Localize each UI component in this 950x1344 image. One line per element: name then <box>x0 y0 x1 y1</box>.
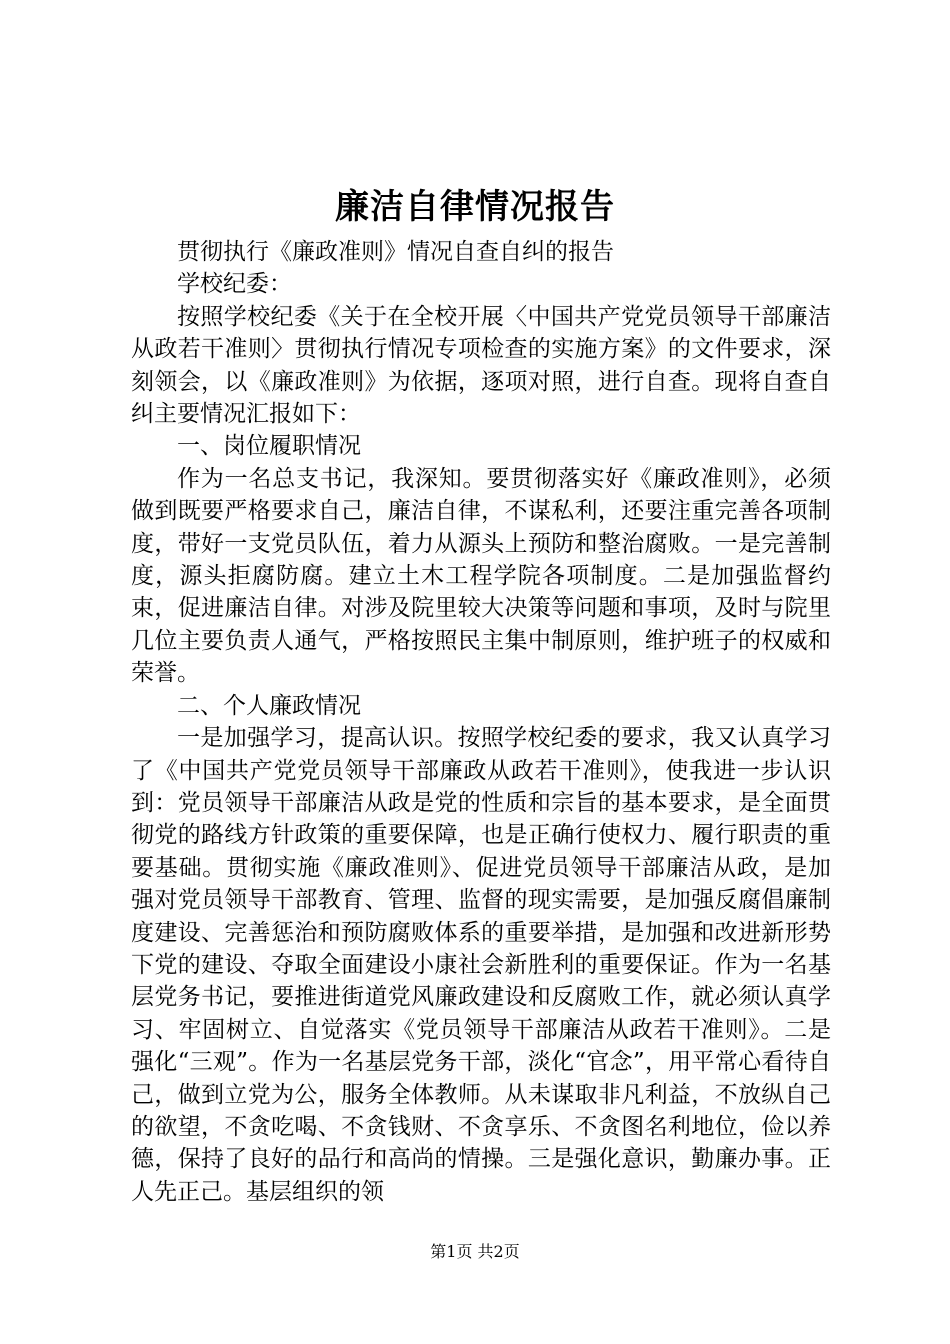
body-paragraph: 一是加强学习，提高认识。按照学校纪委的要求，我又认真学习了《中国共产党党员领导干部廉政从政若干准则》，使我进一步认识到：党员领导干部廉洁从政是党的性质和宗旨的基本要求，是全面贯彻党的路线方针政策的重要保障，也是正确行使权力、履行职责的重要基础。贯彻实施《廉政准则》、促进党员领导干部廉洁从政，是加强对党员领导干部教育、管理、监督的现实需要，是加强反腐倡廉制度建设、完善惩治和预防腐败体系的重要举措，是加强和改进新形势下党的建设、夺取全面建设小康社会新胜利的重要保证。作为一名基层党务书记，要推进街道党风廉政建设和反腐败工作，就必须认真学习、牢固树立、自觉落实《党员领导干部廉洁从政若干准则》。二是强化“三观”。作为一名基层党务干部，淡化“官念”，用平常心看待自己，做到立党为公，服务全体教师。从未谋取非凡利益，不放纵自己的欲望，不贪吃喝、不贪钱财、不贪享乐、不贪图名利地位，俭以养德，保持了良好的品行和高尚的情操。三是强化意识，勤廉办事。正人先正己。基层组织的领 <box>131 725 831 1205</box>
report-subtitle: 贯彻执行《廉政准则》情况自查自纠的报告 <box>177 239 614 265</box>
section-heading: 一、岗位履职情况 <box>177 433 361 460</box>
body-paragraph: 作为一名总支书记，我深知。要贯彻落实好《廉政准则》，必须做到既要严格要求自己，廉洁自律，不谋私利，还要注重完善各项制度，带好一支党员队伍，着力从源头上预防和整治腐败。一是完善制度，源头拒腐防腐。建立土木工程学院各项制度。二是加强监督约束，促进廉洁自律。对涉及院里较大决策等问题和事项，及时与院里几位主要负责人通气，严格按照民主集中制原则，维护班子的权威和荣誉。 <box>131 465 831 687</box>
document-body <box>131 236 831 1208</box>
body-paragraph: 按照学校纪委《关于在全校开展〈中国共产党党员领导干部廉洁从政若干准则〉贯彻执行情况专项检查的实施方案》的文件要求，深刻领会，以《廉政准则》为依据，逐项对照，进行自查。现将自查自纠主要情况汇报如下： <box>131 303 831 428</box>
page-number-footer: 第1页 共2页 <box>430 1242 520 1261</box>
addressee: 学校纪委： <box>177 271 292 298</box>
document-title: 廉洁自律情况报告 <box>335 187 615 227</box>
section-heading: 二、个人廉政情况 <box>177 692 361 719</box>
